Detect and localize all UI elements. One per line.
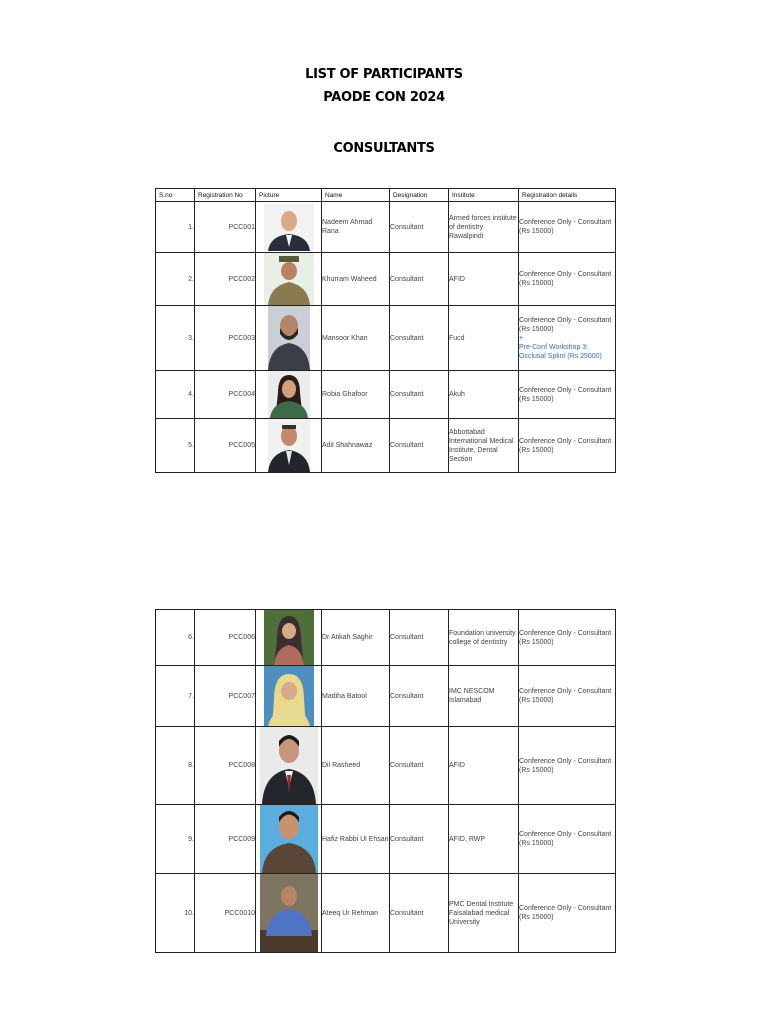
participant-photo: [268, 306, 310, 370]
row-registration-no: PCC005: [195, 419, 256, 473]
row-institute: Armed forces institute of dentistry Rawalpindi: [449, 202, 519, 253]
table-row: [156, 610, 616, 666]
column-header-sno: S.no: [156, 189, 195, 202]
row-picture: [256, 666, 322, 727]
row-registration-no: PCC001: [195, 202, 256, 253]
row-designation: Consultant: [390, 805, 449, 874]
column-header-name: Name: [322, 189, 390, 202]
row-name: Ateeq Ur Rehman: [322, 874, 390, 953]
row-designation: Consultant: [390, 306, 449, 371]
participant-photo: [260, 727, 318, 804]
row-sno: 2.: [156, 253, 195, 306]
row-registration-no: PCC006: [195, 610, 256, 666]
row-picture: [256, 306, 322, 371]
row-sno: 5.: [156, 419, 195, 473]
row-registration-no: PCC0010: [195, 874, 256, 953]
row-registration-no: PCC009: [195, 805, 256, 874]
row-registration-details: [519, 306, 616, 371]
table-row: [156, 419, 616, 473]
row-name: Nadeem Ahmad Rana: [322, 202, 390, 253]
section-title: CONSULTANTS: [333, 141, 435, 156]
participant-photo: [264, 203, 314, 251]
table-row: [156, 253, 616, 306]
row-name: Khurram Waheed: [322, 253, 390, 306]
row-designation: Consultant: [390, 253, 449, 306]
row-registration-details: Conference Only - Consultant (Rs 15000): [519, 610, 616, 666]
row-designation: Consultant: [390, 419, 449, 473]
row-picture: [256, 805, 322, 874]
table-row: [156, 666, 616, 727]
row-name: Madiha Batool: [322, 666, 390, 727]
row-sno: 6.: [156, 610, 195, 666]
row-institute: IMC NESCOM Islamabad: [449, 666, 519, 727]
participant-photo: [264, 253, 314, 305]
row-name: Dr Atikah Saghir: [322, 610, 390, 666]
row-name: Mansoor Khan: [322, 306, 390, 371]
row-name: Robia Ghafoor: [322, 371, 390, 419]
participant-photo: [264, 610, 314, 665]
table-row: [156, 371, 616, 419]
participant-photo: [268, 371, 310, 418]
row-sno: 3.: [156, 306, 195, 371]
table-row: [156, 306, 616, 371]
row-name: Hafiz Rabbi Ul Ehsan: [322, 805, 390, 874]
row-picture: [256, 419, 322, 473]
table-row: [156, 874, 616, 953]
table-row: [156, 202, 616, 253]
participants-table-part1: [155, 188, 616, 473]
row-institute: PMC Dental Institute Faisalabad medical University: [449, 874, 519, 953]
row-name: Dil Rasheed: [322, 727, 390, 805]
row-picture: [256, 253, 322, 306]
row-institute: AFID: [449, 253, 519, 306]
row-sno: 8.: [156, 727, 195, 805]
participant-photo: [260, 805, 318, 873]
row-sno: 7.: [156, 666, 195, 727]
row-sno: 9.: [156, 805, 195, 874]
row-institute: Foundation university college of dentistry: [449, 610, 519, 666]
row-institute: AFID, RWP: [449, 805, 519, 874]
row-registration-details: Conference Only - Consultant (Rs 15000): [519, 874, 616, 953]
table-row: [156, 727, 616, 805]
row-name: Adil Shahnawaz: [322, 419, 390, 473]
column-header-institute: Institute: [449, 189, 519, 202]
row-registration-no: PCC007: [195, 666, 256, 727]
row-registration-details: Conference Only - Consultant (Rs 15000): [519, 202, 616, 253]
row-picture: [256, 874, 322, 953]
row-picture: [256, 727, 322, 805]
participant-photo: [264, 666, 314, 726]
column-header-registration-no: Registration No: [195, 189, 256, 202]
row-registration-details: Conference Only - Consultant (Rs 15000): [519, 371, 616, 419]
row-registration-details: Conference Only - Consultant (Rs 15000): [519, 666, 616, 727]
row-institute: Abbottabad International Medical Institute, Dental Section: [449, 419, 519, 473]
column-header-picture: Picture: [256, 189, 322, 202]
participants-table-part2: [155, 609, 616, 953]
document-title: LIST OF PARTICIPANTS: [305, 67, 463, 82]
row-institute: Fucd: [449, 306, 519, 371]
row-registration-no: PCC004: [195, 371, 256, 419]
row-designation: Consultant: [390, 874, 449, 953]
row-designation: Consultant: [390, 202, 449, 253]
row-sno: 1.: [156, 202, 195, 253]
row-registration-no: PCC002: [195, 253, 256, 306]
column-header-designation: Designation: [390, 189, 449, 202]
column-header-registration-details: Registration details: [519, 189, 616, 202]
row-sno: 4.: [156, 371, 195, 419]
participant-photo: [268, 419, 310, 472]
row-registration-details: Conference Only - Consultant (Rs 15000): [519, 253, 616, 306]
table-row: [156, 805, 616, 874]
row-designation: Consultant: [390, 666, 449, 727]
row-picture: [256, 371, 322, 419]
row-registration-details: Conference Only - Consultant (Rs 15000): [519, 727, 616, 805]
participant-photo: [260, 874, 318, 952]
row-registration-details: Conference Only - Consultant (Rs 15000): [519, 419, 616, 473]
row-registration-no: PCC003: [195, 306, 256, 371]
row-registration-no: PCC008: [195, 727, 256, 805]
row-sno: 10.: [156, 874, 195, 953]
row-institute: Akuh: [449, 371, 519, 419]
row-picture: [256, 202, 322, 253]
document-subtitle: PAODE CON 2024: [323, 90, 445, 105]
row-registration-details: Conference Only - Consultant (Rs 15000): [519, 805, 616, 874]
details-plus: +: [519, 334, 524, 342]
row-institute: AFID: [449, 727, 519, 805]
row-designation: Consultant: [390, 610, 449, 666]
details-conference: Conference Only - Consultant (Rs 15000): [519, 316, 612, 333]
details-workshop-link[interactable]: Pre-Conf Workshop 3: Occlusal Splint (Rs 25000): [519, 343, 602, 360]
table-header-row: [156, 189, 616, 202]
row-picture: [256, 610, 322, 666]
row-designation: Consultant: [390, 371, 449, 419]
row-designation: Consultant: [390, 727, 449, 805]
